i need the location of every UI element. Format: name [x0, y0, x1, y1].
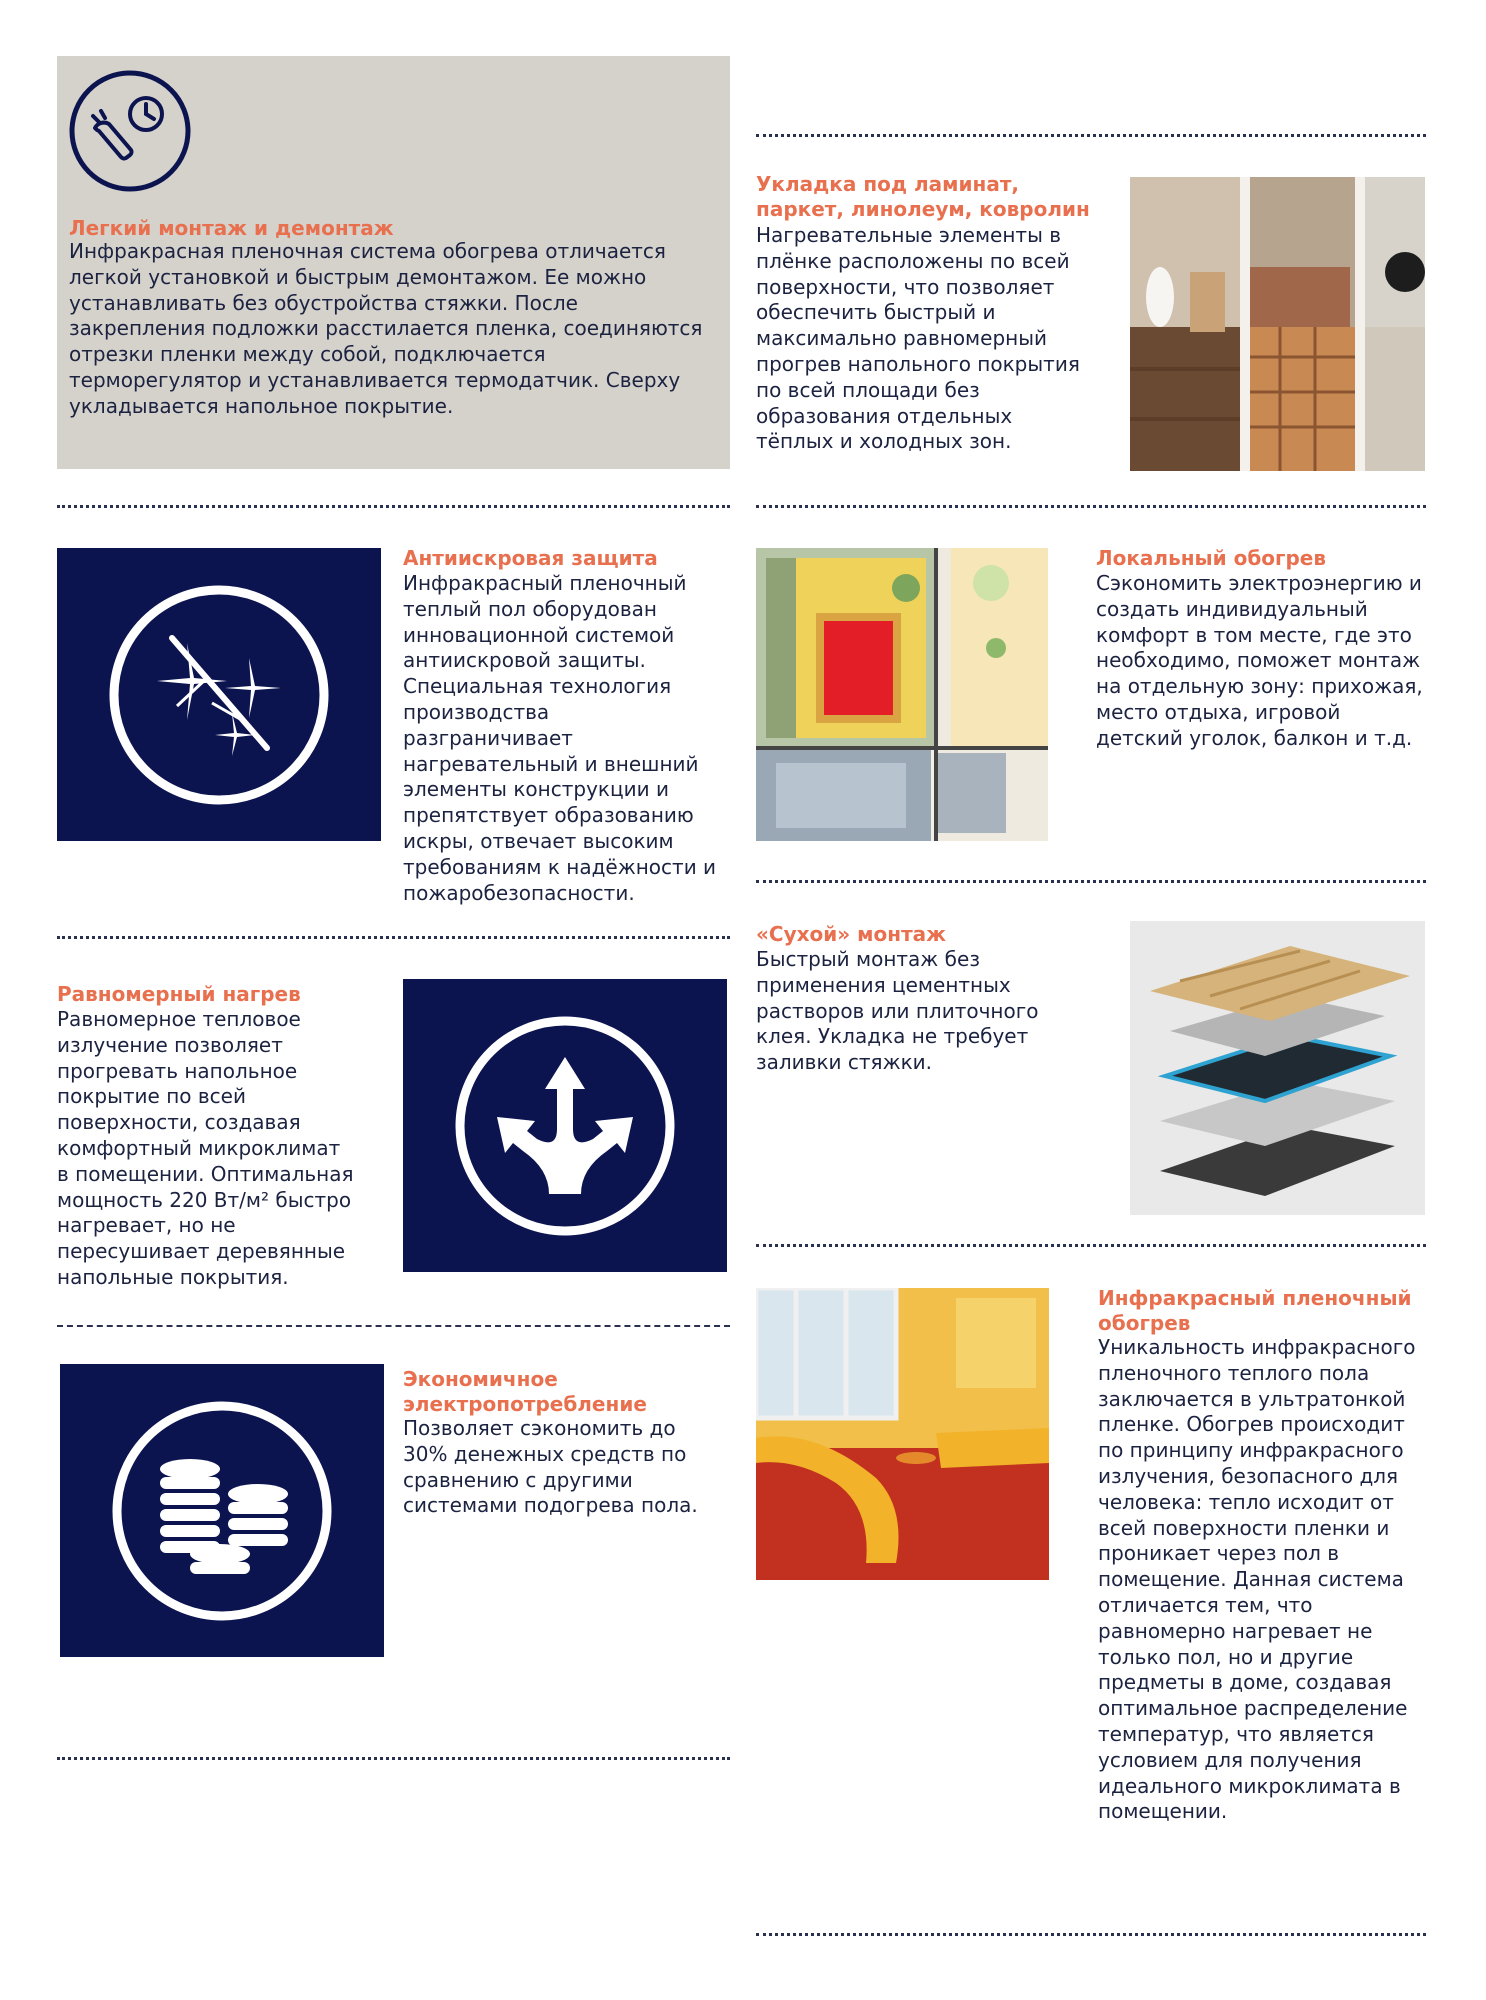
montage-body: Инфракрасная пленочная система обогрева отличается легкой установкой и быстрым демонтажом. Ее можно устанавливать без обустройства стяжки. После закрепления подложки расстилается пленка, соединяются отрезки пленки между собой, подключается терморегулятор и устанавливается термодатчик. Сверху укладывается напольное покрытие. — [69, 239, 703, 418]
dry-body: Быстрый монтаж без применения цементных растворов или плиточного клея. Укладка не требует заливки стяжки. — [756, 947, 1039, 1075]
separator — [756, 1933, 1426, 1936]
interior-image — [756, 1288, 1049, 1580]
uniform-title: Равномерный нагрев — [57, 982, 301, 1006]
separator — [57, 1325, 730, 1327]
economy-title: Экономичное электропотребление — [403, 1367, 647, 1416]
infrared-body: Уникальность инфракрасного пленочного теплого пола заключается в ультратонкой пленке. Обогрев происходит по принципу инфракрасного излучения, безопасного для человека: тепло исходит от всей поверхности пленки и проникает через пол в помещение. Данная система отличается тем, что равномерно нагревает не только пол, но и другие предметы в доме, создавая оптимальное распределение температур, что является условием для получения идеального микроклимата в помещении. — [1098, 1335, 1416, 1824]
economy-body: Позволяет сэкономить до 30% денежных средств по сравнению с другими системами подогрева пола. — [403, 1416, 698, 1518]
separator — [57, 1757, 730, 1760]
dry-title: «Сухой» монтаж — [756, 922, 947, 946]
separator — [756, 1244, 1426, 1247]
uniform-body: Равномерное тепловое излучение позволяет прогревать напольное покрытие по всей поверхности, создавая комфортный микроклимат в помещении. Оптимальная мощность 220 Вт/м² быстро нагревает, но не пересушивает деревянные напольные покрытия. — [57, 1007, 354, 1289]
montage-title: Легкий монтаж и демонтаж — [69, 216, 394, 240]
infrared-title: Инфракрасный пленочный обогрев — [1098, 1286, 1412, 1335]
three-arrows-icon — [403, 979, 727, 1272]
local-body: Сэкономить электроэнергию и создать индивидуальный комфорт в том месте, где это необходимо, поможет монтаж на отдельную зону: прихожая, место отдыха, игровой детский уголок, балкон и т.д. — [1096, 571, 1423, 750]
antispark-title: Антиискровая защита — [403, 546, 658, 570]
economy-tile — [60, 1364, 384, 1657]
floor-samples-image — [1130, 177, 1425, 471]
separator — [756, 505, 1426, 508]
local-title: Локальный обогрев — [1096, 546, 1327, 570]
laminate-body: Нагревательные элементы в плёнке расположены по всей поверхности, что позволяет обеспечить быстрый и максимально равномерный прогрев напольного покрытия по всей площади без образования отдельных тёплых и холодных зон. — [756, 223, 1080, 454]
separator — [756, 134, 1426, 137]
wrench-clock-icon — [65, 66, 195, 196]
separator — [756, 880, 1426, 883]
coins-icon — [60, 1364, 384, 1657]
floor-plan-image — [756, 548, 1048, 841]
no-spark-icon — [57, 548, 381, 841]
separator — [57, 936, 730, 939]
antispark-tile — [57, 548, 381, 841]
separator — [57, 505, 730, 508]
laminate-title: Укладка под ламинат, паркет, линолеум, ковролин — [756, 172, 1090, 221]
uniform-tile — [403, 979, 727, 1272]
antispark-body: Инфракрасный пленочный теплый пол оборудован инновационной системой антиискровой защиты. Специальная технология производства разграничивает нагревательный и внешний элементы конструкции и препятствует образованию искры, отвечает высоким требованиям к надёжности и пожаробезопасности. — [403, 571, 717, 905]
layers-image — [1130, 921, 1425, 1215]
